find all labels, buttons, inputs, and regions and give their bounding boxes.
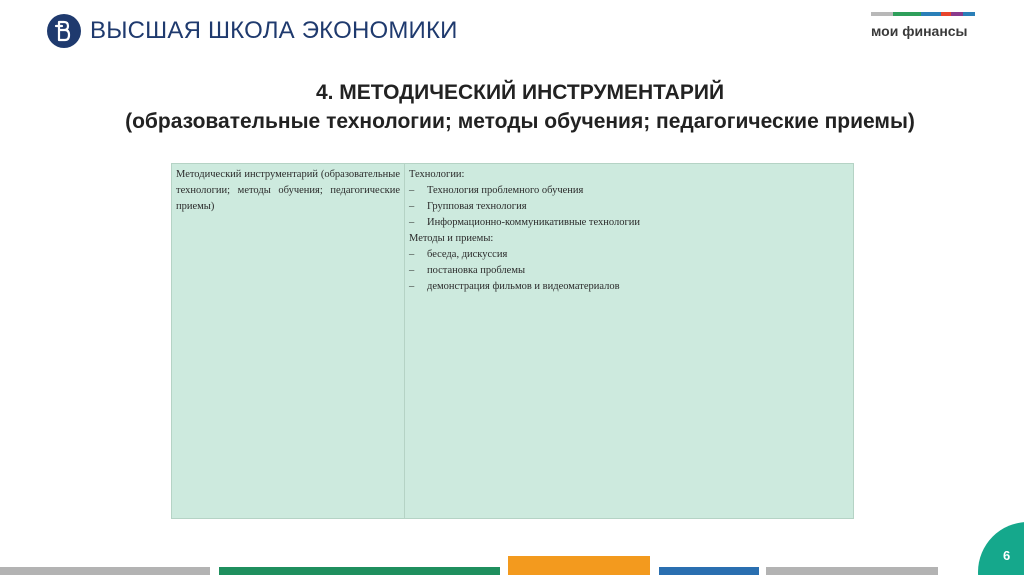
hse-emblem-graphic: [47, 14, 81, 48]
technology-item: Технология проблемного обучения: [427, 185, 584, 196]
page-number-badge: [978, 522, 1024, 575]
slide-title: 4. МЕТОДИЧЕСКИЙ ИНСТРУМЕНТАРИЙ: [315, 81, 725, 104]
footer-bar-orange: [508, 556, 650, 575]
bullet-dash: –: [409, 201, 415, 212]
hse-logo-text: ВЫСШАЯ ШКОЛА ЭКОНОМИКИ: [90, 17, 458, 44]
list-item: [409, 263, 849, 279]
moi-finansy-logo: [871, 12, 977, 39]
table-cell-right: [405, 164, 853, 518]
table-cell-left: [172, 164, 405, 518]
bullet-dash: –: [409, 217, 415, 228]
method-item: постановка проблемы: [427, 265, 526, 276]
bullet-dash: –: [409, 249, 415, 260]
page-number: 6: [1003, 548, 1011, 563]
mf-bar-blue-2: [963, 12, 975, 16]
left-cell-text: Методический инструментарий (образовательные технологии; методы обучения; педагогические приемы): [176, 169, 400, 212]
footer-bar-gray-2: [766, 567, 938, 575]
list-item: [409, 199, 849, 215]
list-item: [409, 247, 849, 263]
footer-bar-green: [219, 567, 500, 575]
list-item: [409, 183, 849, 199]
moi-finansy-text: мои финансы: [871, 23, 968, 39]
moi-finansy-color-bars: [871, 12, 975, 16]
footer-bar-blue: [659, 567, 759, 575]
bullet-dash: –: [409, 265, 415, 276]
footer-bar-gray: [0, 567, 210, 575]
technology-item: Информационно-коммуникативные технологии: [427, 217, 641, 228]
technology-item: Групповая технология: [427, 201, 527, 212]
mf-bar-blue: [921, 12, 941, 16]
hse-emblem-icon: [47, 14, 81, 48]
mf-bar-gray: [871, 12, 893, 16]
mf-bar-red: [941, 12, 951, 16]
technologies-label: Технологии:: [409, 169, 465, 180]
mf-bar-purple: [951, 12, 963, 16]
method-item: демонстрация фильмов и видеоматериалов: [427, 281, 620, 292]
bullet-dash: –: [409, 185, 415, 196]
mf-bar-green: [893, 12, 921, 16]
hse-logo: [47, 14, 458, 48]
slide-subtitle: (образовательные технологии; методы обучения; педагогические приемы): [125, 110, 915, 133]
list-item: [409, 279, 849, 295]
methods-label: Методы и приемы:: [409, 233, 494, 244]
method-item: беседа, дискуссия: [427, 249, 508, 260]
list-item: [409, 215, 849, 231]
methodology-table: [171, 163, 854, 519]
bullet-dash: –: [409, 281, 415, 292]
